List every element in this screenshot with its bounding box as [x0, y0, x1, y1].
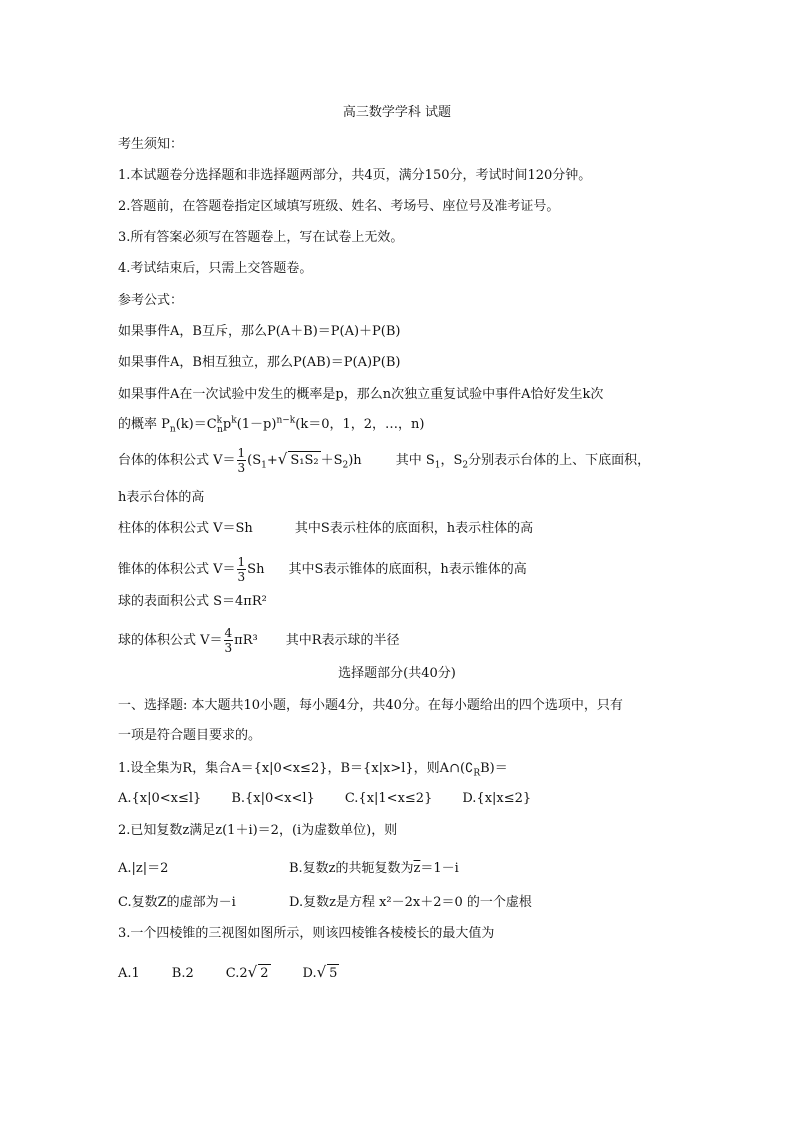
- option-b: B.2: [171, 966, 194, 981]
- instructions-line2: 一项是符合题目要求的。: [118, 728, 262, 743]
- question-3-options: [118, 963, 339, 983]
- formula-independent: 如果事件A，B相互独立，那么P(AB)＝P(A)P(B): [118, 355, 401, 370]
- formula-frustum-height-note: h表示台体的高: [118, 490, 205, 505]
- question-3: 3.一个四棱锥的三视图如图所示，则该四棱锥各棱棱长的最大值为: [118, 926, 495, 941]
- formula-frustum-volume: 台体的体积公式 V＝ $\frac{1}{3}$ ($S_1+√$ $S_1S_2 +S_2)h$ 其中 $S_1$，$S_2$分别表示台体的上、下底面积，: [118, 446, 651, 475]
- option-b: B.{x|0<x<l}: [231, 791, 315, 806]
- notice-item-4: 4.考试结束后，只需上交答题卷。: [118, 261, 313, 276]
- formula-prism-volume: 柱体的体积公式 V＝Sh 其中S表示柱体的底面积，h表示柱体的高: [118, 521, 534, 536]
- formula-sphere-volume: 球的体积公式 V＝ $\frac{4}{3}$ πR³ 其中R表示球的半径: [118, 626, 400, 655]
- option-a: A.1: [118, 966, 140, 981]
- formula-cone-volume: 锥体的体积公式 V＝ $\frac{1}{3}$ Sh 其中S表示锥体的底面积，h表示锥体的高: [118, 555, 527, 584]
- option-d: D.{x|x≤2}: [462, 791, 532, 806]
- question-2-option-d: D.复数z是方程 x²－2x＋2＝0 的一个虚根: [289, 895, 532, 910]
- formula-binomial-line1: 如果事件A在一次试验中发生的概率是p，那么n次独立重复试验中事件A恰好发生k次: [118, 387, 604, 402]
- notice-heading: 考生须知：: [118, 137, 184, 152]
- option-a: A.{x|0<x≤l}: [118, 791, 202, 806]
- formula-sphere-area: 球的表面积公式 S＝4πR²: [118, 594, 267, 609]
- question-2-option-a: A.|z|＝2: [118, 861, 169, 876]
- notice-item-2: 2.答题前，在答题卷指定区域填写班级、姓名、考场号、座位号及准考证号。: [118, 199, 560, 214]
- option-c: C.2√ 2: [225, 963, 269, 981]
- option-d: D.√ 5: [302, 963, 338, 981]
- notice-item-3: 3.所有答案必须写在答题卷上，写在试卷上无效。: [118, 230, 404, 245]
- question-2-option-b: B.复数z的共轭复数为$\overline{z}=1-i$: [289, 861, 459, 876]
- instructions-line1: 一、选择题: 本大题共10小题，每小题4分，共40分。在每小题给出的四个选项中，只有: [118, 698, 623, 713]
- option-c: C.{x|1<x≤2}: [344, 791, 433, 806]
- section-heading: 选择题部分(共40分): [338, 666, 456, 681]
- question-1-options: [118, 790, 531, 808]
- page-title: 高三数学学科 试题: [342, 105, 452, 120]
- formula-mutually-exclusive: 如果事件A，B互斥，那么P(A＋B)＝P(A)＋P(B): [118, 324, 401, 339]
- question-1: 1.设全集为R，集合A＝{x|0<x≤2}，B＝{x|x>l}，则$A\cap(∁_RB)=$: [118, 761, 508, 779]
- question-2-option-c: C.复数Z的虚部为－i: [118, 895, 236, 910]
- formula-binomial-line2: 的概率 $P_n(k)=C^k_np^k(1-p)^{n-k}(k=0$，1，2，…，n): [118, 415, 425, 435]
- formula-heading: 参考公式：: [118, 293, 184, 308]
- notice-item-1: 1.本试题卷分选择题和非选择题两部分，共4页，满分150分，考试时间120分钟。: [118, 168, 592, 183]
- question-2: 2.已知复数z满足z(1＋i)＝2，(i为虚数单位)，则: [118, 823, 398, 838]
